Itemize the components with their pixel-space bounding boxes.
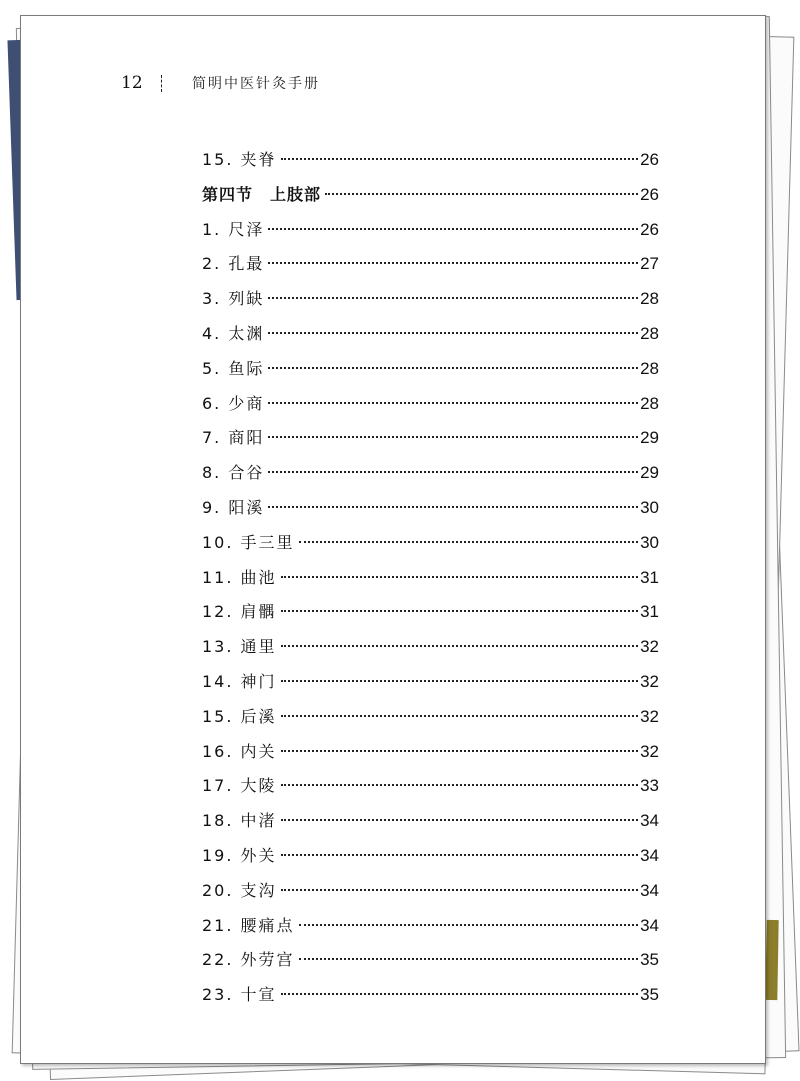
header-divider	[161, 75, 162, 92]
toc-entry-page: 30	[640, 532, 659, 552]
dot-leader	[281, 819, 639, 821]
toc-entry	[202, 421, 659, 456]
dot-leader	[281, 610, 639, 612]
dot-leader	[268, 228, 638, 230]
toc-entry	[202, 387, 659, 422]
dot-leader	[281, 750, 639, 752]
toc-entry-page: 26	[640, 150, 659, 169]
toc-entry-page: 33	[640, 776, 659, 796]
toc-entry-label: 18. 中渚	[202, 811, 277, 831]
toc-entry	[202, 874, 659, 909]
toc-entry-label: 第四节 上肢部	[202, 184, 322, 204]
toc-entry-label: 15. 后溪	[202, 706, 277, 726]
toc-entry	[202, 352, 659, 387]
toc-entry-page: 28	[640, 289, 659, 309]
toc-entry-label: 12. 肩髃	[202, 602, 277, 622]
dot-leader	[299, 958, 639, 960]
dot-leader	[268, 436, 638, 438]
toc-entry	[202, 630, 659, 665]
dot-leader	[268, 367, 638, 369]
dot-leader	[268, 402, 638, 404]
toc-entry-label: 8. 合谷	[202, 463, 265, 483]
dot-leader	[281, 715, 639, 717]
dot-leader	[281, 854, 639, 856]
toc-entry	[202, 804, 659, 839]
toc-entry-page: 26	[640, 219, 659, 239]
toc-entry	[202, 595, 659, 630]
toc-entry	[202, 978, 659, 1013]
toc-entry-page: 35	[640, 950, 659, 970]
toc-entry	[202, 317, 659, 352]
dot-leader	[281, 784, 639, 786]
dot-leader	[268, 471, 638, 473]
toc-entry-label: 5. 鱼际	[202, 358, 265, 378]
toc-entry-page: 32	[640, 741, 659, 761]
toc-entry-label: 10. 手三里	[202, 532, 295, 552]
toc-entry	[202, 491, 659, 526]
toc-entry	[202, 456, 659, 491]
toc-entry-label: 9. 阳溪	[202, 497, 265, 517]
dot-leader	[281, 889, 639, 891]
toc-entry-page: 32	[640, 637, 659, 657]
dot-leader	[299, 924, 639, 926]
toc-entry-label: 21. 腰痛点	[202, 915, 295, 935]
toc-entry-page: 29	[640, 428, 659, 448]
toc-entry	[202, 526, 659, 561]
toc-entry	[202, 282, 659, 317]
toc-entry-page: 31	[640, 602, 659, 622]
dot-leader	[281, 680, 639, 682]
running-header	[121, 71, 320, 95]
table-of-contents	[202, 143, 659, 1013]
toc-entry-label: 14. 神门	[202, 671, 277, 691]
toc-entry-label: 23. 十宣	[202, 985, 277, 1005]
toc-entry-label: 1. 尺泽	[202, 219, 265, 239]
toc-entry-page: 30	[640, 497, 659, 517]
toc-entry	[202, 247, 659, 282]
dot-leader	[281, 645, 639, 647]
toc-entry	[202, 561, 659, 596]
dot-leader	[268, 506, 638, 508]
toc-entry-page: 28	[640, 358, 659, 378]
toc-entry	[202, 213, 659, 248]
toc-entry-page: 35	[640, 985, 659, 1005]
toc-entry-page: 28	[640, 393, 659, 413]
dot-leader	[325, 193, 638, 195]
toc-entry-page: 32	[640, 706, 659, 726]
toc-entry-page: 34	[640, 915, 659, 935]
toc-entry-label: 17. 大陵	[202, 776, 277, 796]
toc-entry-page: 31	[640, 567, 659, 587]
toc-entry	[202, 769, 659, 804]
toc-entry-label: 3. 列缺	[202, 289, 265, 309]
toc-entry-label: 2. 孔最	[202, 254, 265, 274]
dot-leader	[281, 158, 639, 160]
toc-entry-label: 19. 外关	[202, 845, 277, 865]
toc-entry	[202, 143, 659, 178]
dot-leader	[281, 993, 639, 995]
dot-leader	[268, 332, 638, 334]
toc-entry-page: 26	[640, 184, 659, 204]
toc-entry-label: 22. 外劳宫	[202, 950, 295, 970]
book-title: 简明中医针灸手册	[192, 76, 320, 92]
toc-entry	[202, 909, 659, 944]
toc-entry-label: 16. 内关	[202, 741, 277, 761]
toc-entry-label: 7. 商阳	[202, 428, 265, 448]
dot-leader	[268, 262, 638, 264]
toc-entry	[202, 665, 659, 700]
cover-edge	[765, 920, 778, 1000]
toc-entry-label: 15. 夹脊	[202, 150, 277, 169]
toc-entry	[202, 839, 659, 874]
toc-entry-page: 34	[640, 811, 659, 831]
toc-entry-page: 34	[640, 845, 659, 865]
document-page	[20, 15, 766, 1064]
dot-leader	[268, 297, 638, 299]
toc-entry-label: 11. 曲池	[202, 567, 277, 587]
toc-entry-label: 20. 支沟	[202, 880, 277, 900]
toc-entry	[202, 700, 659, 735]
toc-entry-page: 32	[640, 671, 659, 691]
toc-entry	[202, 943, 659, 978]
dot-leader	[299, 541, 639, 543]
toc-entry-page: 27	[640, 254, 659, 274]
toc-entry	[202, 735, 659, 770]
toc-entry-page: 28	[640, 323, 659, 343]
toc-section-heading	[202, 178, 659, 213]
toc-entry-page: 29	[640, 463, 659, 483]
toc-entry-page: 34	[640, 880, 659, 900]
toc-entry-label: 4. 太渊	[202, 323, 265, 343]
dot-leader	[281, 576, 639, 578]
page-number: 12	[121, 73, 143, 93]
toc-entry-label: 13. 通里	[202, 637, 277, 657]
toc-entry-label: 6. 少商	[202, 393, 265, 413]
